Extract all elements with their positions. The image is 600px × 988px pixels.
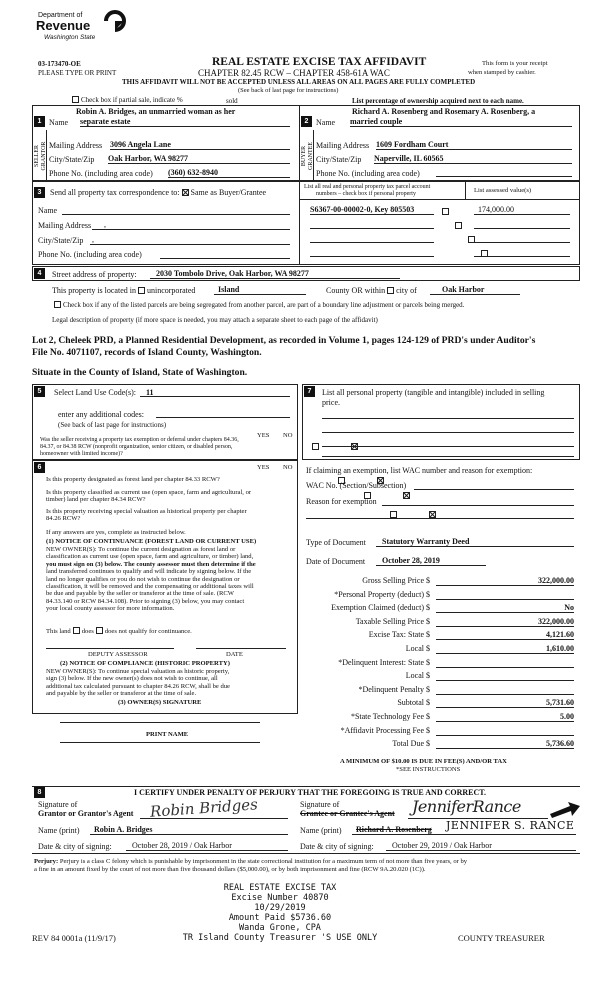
q2-current-use: Is this property classified as current use (open space, farm and agricultural, or timber) land per chapter 84.34 RCW? (46, 489, 252, 503)
seller-phone: (360) 632-8940 (168, 168, 290, 178)
tax-row-label: Local (405, 644, 424, 653)
notice2-title: (2) NOTICE OF COMPLIANCE (HISTORIC PROPERTY) (60, 660, 230, 667)
tax-row-label: *Affidavit Processing Fee (340, 725, 424, 735)
sec5-yes: YES (257, 432, 270, 439)
seller-city-label: City/State/Zip (49, 155, 95, 164)
tax-row-label: Subtotal (397, 698, 424, 708)
parcel-line-4 (310, 256, 434, 257)
buyer-mail: 1609 Fordham Court (376, 140, 572, 150)
grantee-date: October 29, 2019 / Oak Harbor (386, 841, 576, 851)
continuance-row (46, 627, 192, 636)
street-label: Street address of property: (52, 270, 137, 279)
legal-desc-3: Situate in the County of Island, State of Washington. (32, 367, 248, 378)
assessed-line-3 (474, 242, 570, 243)
tax-row-currency: $ (426, 616, 430, 626)
personal-line-2 (322, 432, 574, 433)
deputy-assessor: DEPUTY ASSESSOR (88, 651, 148, 658)
section-8-badge: 8 (34, 787, 45, 798)
dept-line3: Washington State (44, 34, 96, 41)
perjury-2: a fine in an amount fixed by the court of not more than five thousand dollars ($5,000.00), or by both imprisonment and fine (RCW 9A.20.020 (1C)). (34, 866, 426, 873)
located-label: This property is located in (52, 286, 136, 295)
seller-name-2: separate estate (80, 117, 290, 127)
sec8-bottom-rule (32, 853, 580, 854)
tax-row-value (436, 658, 574, 668)
grantee-signature: JenniferRance (412, 797, 521, 816)
dept-line1: Department of (38, 12, 83, 19)
q2-no-checkbox[interactable] (403, 492, 410, 499)
notice1-line: your local county assessor for more information. (46, 605, 175, 613)
grantee-name-handwritten: JENNIFER S. RANCE (446, 819, 575, 832)
sec8-top-rule (32, 786, 580, 787)
dor-logo (36, 8, 126, 48)
buyer-name-2: married couple (350, 117, 572, 127)
grantor-sig-label-1: Signature of (38, 800, 78, 809)
assessed-line-4 (474, 256, 570, 257)
notice1-line: classification as current use (open space, farm and agriculture, or timber) land, (46, 553, 254, 561)
notice2-body (46, 668, 230, 698)
personal-prop-2: price. (322, 398, 340, 407)
section-6-badge: 6 (34, 462, 45, 473)
form-warning: THIS AFFIDAVIT WILL NOT BE ACCEPTED UNLESS ALL AREAS ON ALL PAGES ARE FULLY COMPLETED (122, 78, 476, 86)
grantor-name-label: Name (print) (38, 826, 80, 835)
unincorporated-checkbox[interactable] (138, 287, 145, 294)
grantee-sig-label-1: Signature of (300, 800, 340, 809)
tax-row-currency: $ (426, 739, 430, 749)
tax-row-label: *State Technology Fee (350, 712, 424, 721)
tax-row-value (436, 671, 574, 681)
doc-date-label: Date of Document (306, 557, 366, 566)
seller-city: Oak Harbor, WA 98277 (108, 154, 290, 164)
tax-row-value: 1,610.00 (436, 644, 574, 654)
tax-row-value (436, 590, 574, 600)
tax-row-currency: $ (426, 725, 430, 735)
city-value: Oak Harbor (430, 285, 520, 295)
buyer-phone-label: Phone No. (including area code) (316, 169, 420, 178)
tax-row-value (436, 726, 574, 736)
tax-row-value: 5.00 (436, 712, 574, 722)
same-as-buyer-label: Same as Buyer/Grantee (190, 188, 267, 197)
notice1-line: be due and payable by the seller or transferor at the time of sale. (RCW (46, 590, 235, 598)
treasurer-stamp (150, 883, 410, 943)
arrow-icon (548, 800, 582, 820)
seller-name-1: Robin A. Bridges, an unmarried woman as her (76, 107, 236, 116)
personal-prop-1: List all personal property (tangible and intangible) included in selling (322, 388, 545, 397)
tax-row-label: Exemption Claimed (deduct) (331, 603, 424, 613)
personal-line-3 (322, 446, 574, 447)
buyer-phone (436, 168, 572, 177)
tax-row-value: 322,000.00 (436, 576, 574, 586)
legal-desc-1: Lot 2, Cheleek PRD, a Planned Residential Development, as recorded in Volume 1, pages 124-129 of PRD's under Auditor's (32, 335, 536, 346)
grantee-sig-label-text: Grantee or Grantee's Agent (300, 809, 395, 818)
tax-row-value: 322,000.00 (436, 617, 574, 627)
buyer-city: Naperville, IL 60565 (374, 154, 572, 164)
legal-desc-2: File No. 4071107, records of Island County, Washington. (32, 347, 262, 358)
notice1-title: (1) NOTICE OF CONTINUANCE (FOREST LAND OR CURRENT USE) (46, 538, 257, 545)
doc-type: Statutory Warranty Deed (376, 537, 574, 547)
seller-side-label: SELLER GRANTOR (34, 141, 47, 171)
sec6-no: NO (283, 464, 293, 471)
partial-sold: sold (226, 97, 238, 105)
dor-logo-icon (102, 8, 128, 34)
grantee-sig-label-2 (300, 809, 395, 818)
stamp-line: Amount Paid $5736.60 (228, 913, 332, 923)
print-name-label: PRINT NAME (146, 731, 189, 738)
tax-row-label: *Delinquent Interest: State (338, 657, 424, 667)
section-1-badge: 1 (34, 116, 45, 127)
partial-sale-row (70, 96, 183, 104)
notice1-line: classification, it will be removed and the compensating or additional taxes will (46, 583, 254, 591)
this-land-label: This land (46, 628, 71, 635)
grantor-sig-label-2: Grantor or Grantor's Agent (38, 809, 134, 818)
segregation-row (52, 301, 464, 309)
sec3-city-label: City/State/Zip (38, 236, 84, 245)
print-name-line (60, 742, 260, 743)
parcel-number: S6367-00-00002-0, Key 805503 (310, 205, 434, 215)
buyer-name-1: Richard A. Rosenberg and Rosemary A. Rosenberg, a (352, 107, 536, 116)
tax-row-currency: $ (426, 657, 430, 667)
tax-row-value: 5,736.60 (436, 739, 574, 749)
city-checkbox[interactable] (387, 287, 394, 294)
located-row (52, 286, 195, 295)
section-7-badge: 7 (304, 386, 315, 397)
parcel-head-2: numbers – check box if personal property (316, 191, 416, 197)
stamp-line: REAL ESTATE EXCISE TAX (223, 883, 337, 893)
seller-phone-label: Phone No. (including area code) (49, 169, 153, 178)
seller-name-label: Name (49, 118, 69, 127)
if-yes: If any answers are yes, complete as instructed below. (46, 529, 186, 536)
tax-row-currency: $ (426, 698, 430, 708)
seller-side-rule (46, 130, 47, 181)
exempt-claim: If claiming an exemption, list WAC number and reason for exemption: (306, 466, 533, 475)
q3-yes-checkbox[interactable] (390, 511, 397, 518)
send-label: Send all property tax correspondence to: (50, 188, 180, 197)
grantee-date-label: Date & city of signing: (300, 842, 374, 851)
assessed-head: List assessed value(s) (474, 187, 532, 194)
segregation-checkbox[interactable] (54, 301, 61, 308)
county-treasurer: COUNTY TREASURER (458, 933, 545, 943)
tax-row-currency: $ (426, 712, 430, 721)
buyer-name-label: Name (316, 118, 336, 127)
grantee-name-struck: Richard A. Rosenberg (356, 825, 432, 834)
notice1-line: land no longer qualifies or you do not wish to continue the designation or (46, 575, 240, 583)
notice2-line: NEW OWNER(S): To continue special valuation as historic property, (46, 668, 230, 675)
buyer-side-rule (313, 130, 314, 181)
tax-row-label: Excise Tax: State (368, 630, 424, 640)
city-of-label: city of (396, 286, 417, 295)
stamp-line: Excise Number 40870 (231, 893, 329, 903)
tax-row-value: No (436, 603, 574, 613)
tax-row-label: Gross Selling Price (362, 576, 424, 585)
additional-codes: enter any additional codes: (58, 410, 144, 419)
form-code: 03-173470-OE (38, 60, 81, 68)
sec6-yes: YES (257, 464, 270, 471)
wac-label: WAC No. (Section/Subsection) (306, 481, 407, 490)
grantee-name-label: Name (print) (300, 826, 342, 835)
q1-forest: Is this property designated as forest land per chapter 84.33 RCW? (46, 476, 220, 483)
tax-row-label: *Personal Property (deduct) (334, 589, 424, 599)
grantor-name: Robin A. Bridges (90, 825, 288, 835)
tax-row-label: *Delinquent Penalty (358, 684, 424, 694)
tax-row-currency: $ (426, 589, 430, 599)
notice2-line: and payable by the seller or transferor at the time of sale. (46, 690, 197, 698)
parcel-assessed-rule (465, 181, 466, 199)
reason-line-2 (306, 518, 574, 519)
notice1-line: land transferred continues to qualify and will indicate by signing below. If the (46, 568, 252, 576)
dept-line2: Revenue (36, 18, 91, 33)
sec3-name-line (62, 214, 290, 215)
minimum-due: A MINIMUM OF $10.00 IS DUE IN FEE(S) AND/OR TAX (340, 758, 507, 765)
reason-line-1 (382, 505, 574, 506)
street-address: 2030 Tombolo Drive, Oak Harbor, WA 98277 (150, 269, 400, 279)
owner-sig-line (60, 722, 260, 723)
perjury-text-1: Perjury is a class C felony which is punishable by imprisonment in the state correctional institution for a maximum term of not more than five years, or by (59, 858, 468, 865)
tax-row-currency: $ (426, 671, 430, 681)
section-2-badge: 2 (301, 116, 312, 127)
section-3-divider (299, 181, 300, 265)
does-label: does (81, 628, 94, 635)
see-instructions: *SEE INSTRUCTIONS (396, 766, 461, 773)
tax-row-currency: $ (426, 644, 430, 653)
parcel-head-rule (299, 199, 580, 200)
stamp-line: Wanda Grone, CPA (239, 923, 321, 933)
perjury-label: Perjury: (34, 858, 59, 865)
tax-row-value: 5,731.60 (436, 698, 574, 708)
same-as-buyer-checkbox[interactable] (182, 189, 189, 196)
sec3-mail-label: Mailing Address (38, 221, 92, 230)
parties-divider (299, 105, 300, 181)
grantor-date-label: Date & city of signing: (38, 842, 112, 851)
notice2-line: additional tax calculated pursuant to chapter 84.26 RCW, shall be due (46, 682, 230, 690)
buyer-mail-label: Mailing Address (316, 141, 370, 150)
does-not-checkbox[interactable] (96, 627, 103, 634)
notice1-line: NEW OWNER(S): To continue the current designation as forest land or (46, 546, 236, 553)
county-value: Island (214, 285, 306, 295)
ownership-note: List percentage of ownership acquired next to each name. (352, 97, 524, 105)
rev-number: REV 84 0001a (11/9/17) (32, 933, 116, 943)
deputy-line (46, 648, 174, 649)
tax-row-currency: $ (426, 576, 430, 585)
seller-mail-label: Mailing Address (49, 141, 103, 150)
perjury-1 (34, 858, 467, 866)
partial-sale-label: Check box if partial sale, indicate % (81, 96, 183, 104)
county-or-label: County OR within (326, 286, 386, 295)
seller-mail: 3096 Angela Lane (110, 140, 290, 150)
sec5-no: NO (283, 432, 293, 439)
receipt-note-1: This form is your receipt (482, 60, 548, 67)
segregation-label: Check box if any of the listed parcels are being segregated from another parcel, are part of a boundary line adjustment or parcels being merged. (63, 301, 465, 309)
does-not-label: does not qualify for continuance. (104, 628, 192, 635)
stamp-line: 10/29/2019 (254, 903, 306, 913)
buyer-side-label: BUYER GRANTEE (301, 142, 314, 170)
form-see-back: (See back of last page for instructions) (238, 87, 339, 94)
receipt-note-2: when stamped by cashier. (468, 69, 536, 76)
owner-signature-label: (3) OWNER(S) SIGNATURE (118, 699, 202, 706)
section-4-badge: 4 (34, 268, 45, 279)
unincorporated-label: unincorporated (146, 286, 196, 295)
sec5-see-back: (See back of last page for instructions) (58, 421, 167, 429)
certify-statement: I CERTIFY UNDER PENALTY OF PERJURY THAT THE FOREGOING IS TRUE AND CORRECT. (134, 788, 487, 797)
partial-sale-checkbox[interactable] (72, 96, 79, 103)
q3-no-checkbox[interactable] (429, 511, 436, 518)
land-use-label: Select Land Use Code(s): (54, 388, 136, 397)
does-checkbox[interactable] (73, 627, 80, 634)
deputy-date: DATE (226, 651, 243, 658)
sec3-mail-val: , (92, 220, 290, 230)
tax-row-label: Total Due (392, 739, 424, 749)
parcel-personal-checkbox[interactable] (442, 208, 449, 215)
notice2-line: sign (3) below. If the new owner(s) does not wish to continue, all (46, 675, 218, 683)
form-chapter: CHAPTER 82.45 RCW – CHAPTER 458-61A WAC (198, 68, 390, 78)
tax-row-currency: $ (426, 603, 430, 613)
buyer-city-label: City/State/Zip (316, 155, 362, 164)
additional-line (156, 417, 290, 418)
form-title: REAL ESTATE EXCISE TAX AFFIDAVIT (212, 56, 427, 68)
sec3-phone-line (160, 258, 290, 259)
sec3-city-val: , (90, 235, 290, 245)
sec3-name-label: Name (38, 206, 58, 215)
assessed-line-2 (474, 228, 570, 229)
q3-historic: Is this property receiving special valuation as historical property per chapter 84.26 RCW? (46, 508, 247, 522)
tax-row-currency: $ (426, 684, 430, 694)
section-5-badge: 5 (34, 386, 45, 397)
legal-label: Legal description of property (if more space is needed, you may attach a separate sheet to each page of the affidavit) (52, 316, 378, 324)
sec3-phone-label: Phone No. (including area code) (38, 250, 142, 259)
stamp-line: TR Island County Treasurer 'S USE ONLY (182, 933, 378, 943)
tax-row-value: 4,121.60 (436, 630, 574, 640)
section-3-badge: 3 (34, 187, 45, 198)
send-correspondence (50, 188, 266, 197)
parcel-line-2 (310, 228, 434, 229)
personal-line-4 (322, 456, 574, 457)
assessed-value: 174,000.00 (474, 205, 570, 215)
reason-label: Reason for exemption (306, 497, 377, 506)
land-use-line (140, 396, 290, 397)
tax-table (302, 572, 580, 754)
exempt-question: Was the seller receiving a property tax exemption or deferral under chapters 84.36, 84.37, or 84.38 RCW (nonprofit organization, senior citizen, or disabled person, homeowner with limited income)? (40, 437, 239, 457)
notice1-body (46, 546, 256, 613)
parcel-head-1: List all real and personal property tax parcel account (304, 184, 431, 190)
tax-row-label: Local (405, 671, 424, 681)
tax-row-currency: $ (426, 630, 430, 640)
doc-type-label: Type of Document (306, 538, 366, 547)
notice1-line: you must sign on (3) below. The county assessor must then determine if the (46, 560, 256, 568)
land-use-code: 11 (146, 388, 154, 397)
parcel-line-3 (310, 242, 434, 243)
parcel-2-checkbox[interactable] (455, 222, 462, 229)
date-line (196, 648, 286, 649)
grantor-date: October 28, 2019 / Oak Harbor (126, 841, 288, 851)
doc-date: October 28, 2019 (376, 556, 486, 566)
wac-line (414, 489, 574, 490)
tax-row-label: Taxable Selling Price (355, 616, 424, 626)
notice1-line: 84.33.140 or RCW 84.34.108). Prior to signing (3) below, you may contact (46, 597, 245, 605)
tax-row-value (436, 685, 574, 695)
personal-line-1 (322, 418, 574, 419)
county-or-row (326, 286, 417, 295)
grantor-signature: Robin Bridges (149, 795, 259, 821)
please-type: PLEASE TYPE OR PRINT (38, 69, 117, 77)
